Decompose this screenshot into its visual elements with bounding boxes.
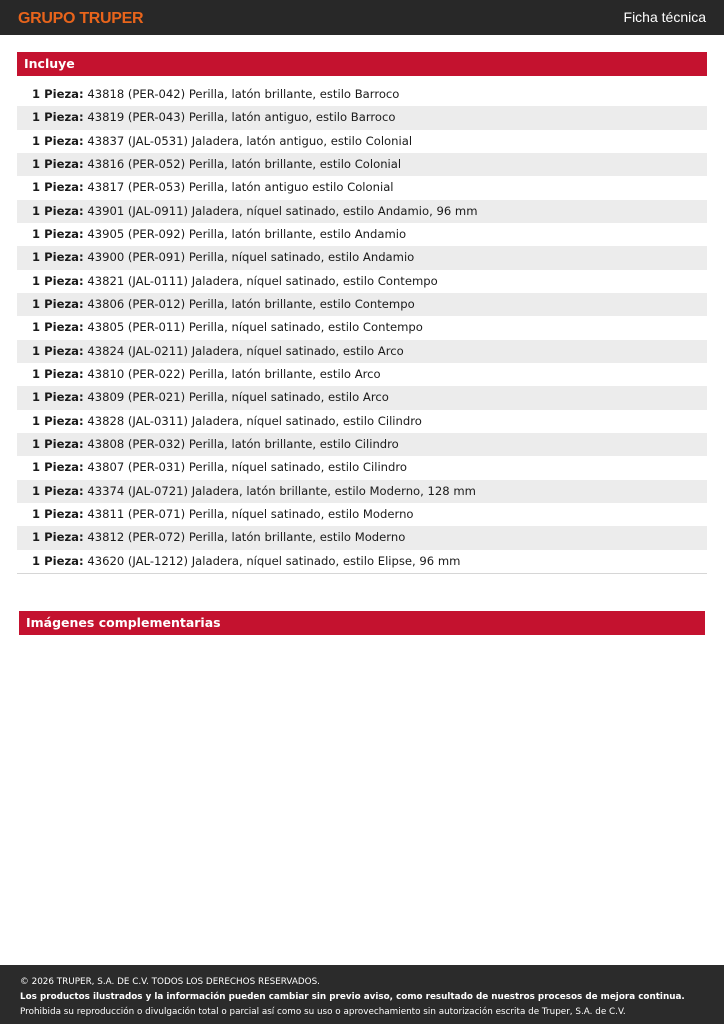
list-item	[17, 410, 707, 433]
item-quantity: 1 Pieza:	[32, 483, 84, 498]
list-item	[17, 503, 707, 526]
list-item	[17, 176, 707, 199]
list-item	[17, 480, 707, 503]
list-item	[17, 433, 707, 456]
item-description: 43810 (PER-022) Perilla, latón brillante, estilo Arco	[87, 366, 381, 381]
item-description: 43374 (JAL-0721) Jaladera, latón brillante, estilo Moderno, 128 mm	[87, 483, 476, 498]
item-quantity: 1 Pieza:	[32, 460, 84, 475]
item-quantity: 1 Pieza:	[32, 413, 84, 428]
item-quantity: 1 Pieza:	[32, 110, 84, 125]
section-header-incluye: Incluye	[17, 52, 707, 76]
item-quantity: 1 Pieza:	[32, 390, 84, 405]
item-description: 43828 (JAL-0311) Jaladera, níquel satinado, estilo Cilindro	[87, 413, 422, 428]
item-quantity: 1 Pieza:	[32, 366, 84, 381]
item-quantity: 1 Pieza:	[32, 320, 84, 335]
item-description: 43811 (PER-071) Perilla, níquel satinado, estilo Moderno	[87, 506, 414, 521]
item-description: 43812 (PER-072) Perilla, latón brillante, estilo Moderno	[87, 530, 406, 545]
item-quantity: 1 Pieza:	[32, 250, 84, 265]
list-item	[17, 363, 707, 386]
list-item	[17, 456, 707, 479]
list-item	[17, 153, 707, 176]
list-item	[17, 386, 707, 409]
item-description: 43837 (JAL-0531) Jaladera, latón antiguo, estilo Colonial	[87, 133, 413, 148]
item-quantity: 1 Pieza:	[32, 180, 84, 195]
item-quantity: 1 Pieza:	[32, 203, 84, 218]
footer-notice: Los productos ilustrados y la información pueden cambiar sin previo aviso, como resultado de nuestros procesos de mejora continua.	[20, 992, 685, 1002]
brand-logo: GRUPO TRUPER	[18, 10, 144, 27]
item-quantity: 1 Pieza:	[32, 296, 84, 311]
list-item	[17, 293, 707, 316]
item-description: 43807 (PER-031) Perilla, níquel satinado, estilo Cilindro	[87, 460, 407, 475]
document-type-label: Ficha técnica	[623, 9, 706, 25]
list-item	[17, 83, 707, 106]
item-description: 43806 (PER-012) Perilla, latón brillante, estilo Contempo	[87, 296, 415, 311]
list-item	[17, 130, 707, 153]
item-quantity: 1 Pieza:	[32, 156, 84, 171]
list-item	[17, 200, 707, 223]
item-description: 43905 (PER-092) Perilla, latón brillante, estilo Andamio	[87, 226, 407, 241]
item-description: 43809 (PER-021) Perilla, níquel satinado, estilo Arco	[87, 390, 389, 405]
list-item	[17, 340, 707, 363]
item-quantity: 1 Pieza:	[32, 506, 84, 521]
item-quantity: 1 Pieza:	[32, 226, 84, 241]
list-item	[17, 270, 707, 293]
item-description: 43817 (PER-053) Perilla, latón antiguo estilo Colonial	[87, 180, 394, 195]
item-quantity: 1 Pieza:	[32, 530, 84, 545]
item-quantity: 1 Pieza:	[32, 553, 84, 568]
footer-prohibition: Prohibida su reproducción o divulgación total o parcial así como su uso o aprovechamiento sin autorización escrita de Truper, S.A. de C.V.	[20, 1007, 626, 1017]
list-item	[17, 223, 707, 246]
list-item	[17, 316, 707, 339]
item-quantity: 1 Pieza:	[32, 343, 84, 358]
top-bar	[0, 0, 724, 35]
item-description: 43824 (JAL-0211) Jaladera, níquel satinado, estilo Arco	[87, 343, 404, 358]
footer	[0, 965, 724, 1024]
item-quantity: 1 Pieza:	[32, 436, 84, 451]
item-description: 43900 (PER-091) Perilla, níquel satinado, estilo Andamio	[87, 250, 415, 265]
item-description: 43819 (PER-043) Perilla, latón antiguo, estilo Barroco	[87, 110, 396, 125]
item-quantity: 1 Pieza:	[32, 133, 84, 148]
item-description: 43818 (PER-042) Perilla, latón brillante, estilo Barroco	[87, 87, 400, 101]
section-header-imagenes: Imágenes complementarias	[19, 611, 705, 635]
item-description: 43805 (PER-011) Perilla, níquel satinado, estilo Contempo	[87, 320, 423, 335]
item-description: 43620 (JAL-1212) Jaladera, níquel satinado, estilo Elipse, 96 mm	[87, 553, 461, 568]
included-items-list	[17, 83, 707, 574]
item-description: 43816 (PER-052) Perilla, latón brillante, estilo Colonial	[87, 156, 402, 171]
list-item	[17, 550, 707, 573]
list-item	[17, 246, 707, 269]
list-item	[17, 526, 707, 549]
item-description: 43808 (PER-032) Perilla, latón brillante, estilo Cilindro	[87, 436, 399, 451]
item-description: 43901 (JAL-0911) Jaladera, níquel satinado, estilo Andamio, 96 mm	[87, 203, 478, 218]
footer-copyright: © 2026 TRUPER, S.A. DE C.V. TODOS LOS DERECHOS RESERVADOS.	[20, 977, 320, 987]
item-quantity: 1 Pieza:	[32, 87, 84, 101]
list-item	[17, 106, 707, 129]
item-description: 43821 (JAL-0111) Jaladera, níquel satinado, estilo Contempo	[87, 273, 438, 288]
item-quantity: 1 Pieza:	[32, 273, 84, 288]
